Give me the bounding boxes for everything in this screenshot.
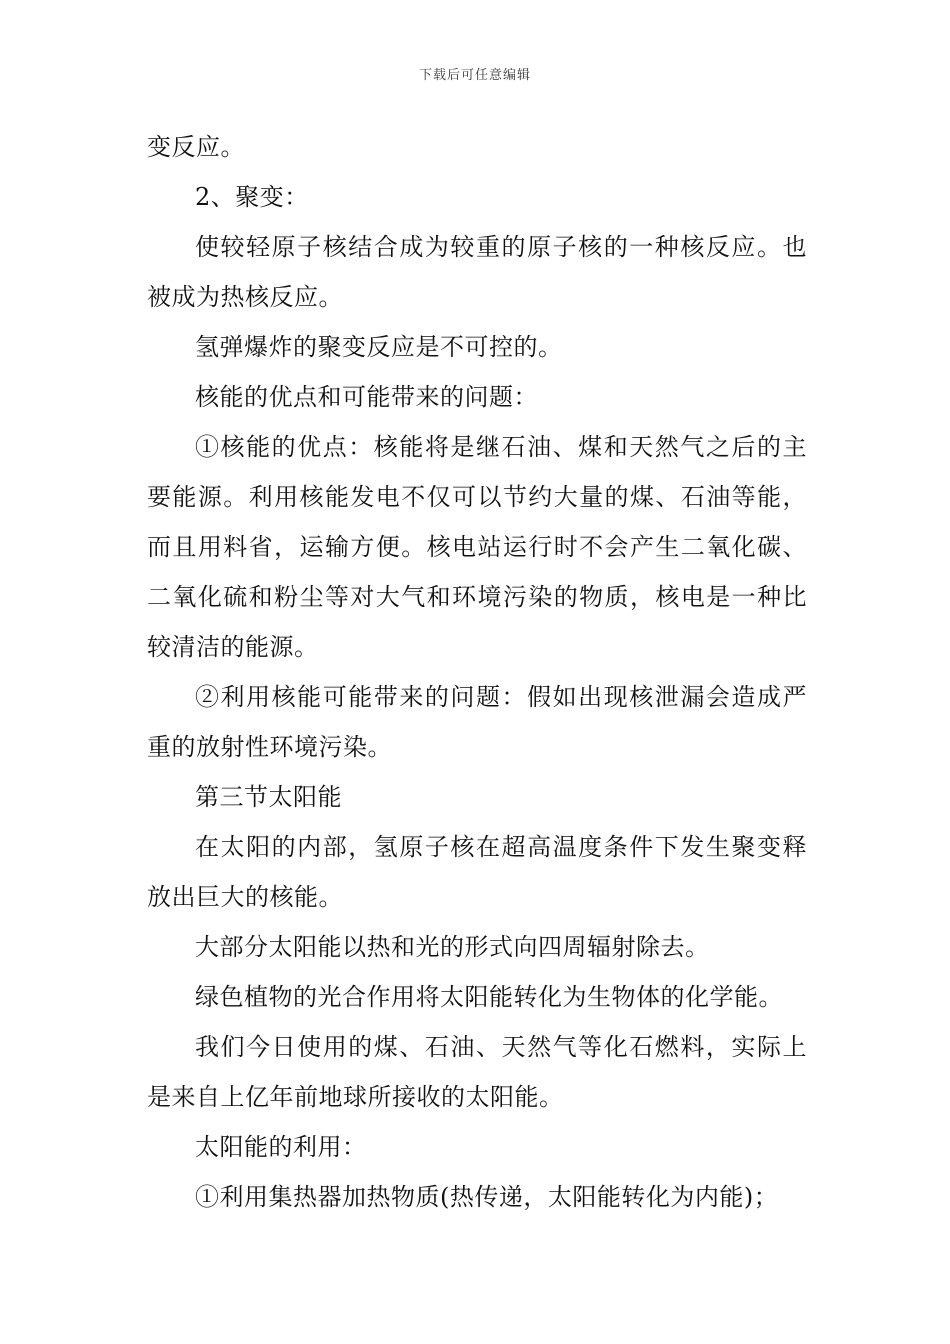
paragraph: 绿色植物的光合作用将太阳能转化为生物体的化学能。: [195, 983, 783, 1011]
paragraph: 大部分太阳能以热和光的形式向四周辐射除去。: [195, 933, 710, 961]
section-heading: 第三节太阳能: [195, 783, 342, 811]
paragraph: 使较轻原子核结合成为较重的原子核的一种核反应。也被成为热核反应。: [147, 233, 807, 311]
paragraph: ②利用核能可能带来的问题：假如出现核泄漏会造成严重的放射性环境污染。: [147, 683, 807, 761]
paragraph: 在太阳的内部，氢原子核在超高温度条件下发生聚变释放出巨大的核能。: [147, 833, 807, 911]
paragraph: 变反应。: [147, 133, 245, 161]
paragraph: 核能的优点和可能带来的问题：: [195, 383, 538, 411]
paragraph: ①核能的优点：核能将是继石油、煤和天然气之后的主要能源。利用核能发电不仅可以节约大量的煤、石油等能，而且用料省，运输方便。核电站运行时不会产生二氧化碳、二氧化硫和粉尘等对大气和环境污染的物质，核电是一种比较清洁的能源。: [147, 433, 807, 661]
paragraph: ①利用集热器加热物质(热传递，太阳能转化为内能)；: [195, 1183, 779, 1211]
page-header: 下载后可任意编辑: [418, 68, 531, 83]
document-body: [147, 122, 807, 1222]
paragraph: 氢弹爆炸的聚变反应是不可控的。: [195, 333, 563, 361]
paragraph: 2、聚变：: [195, 183, 309, 211]
paragraph: 太阳能的利用：: [195, 1133, 367, 1161]
paragraph: 我们今日使用的煤、石油、天然气等化石燃料，实际上是来自上亿年前地球所接收的太阳能。: [147, 1033, 807, 1111]
